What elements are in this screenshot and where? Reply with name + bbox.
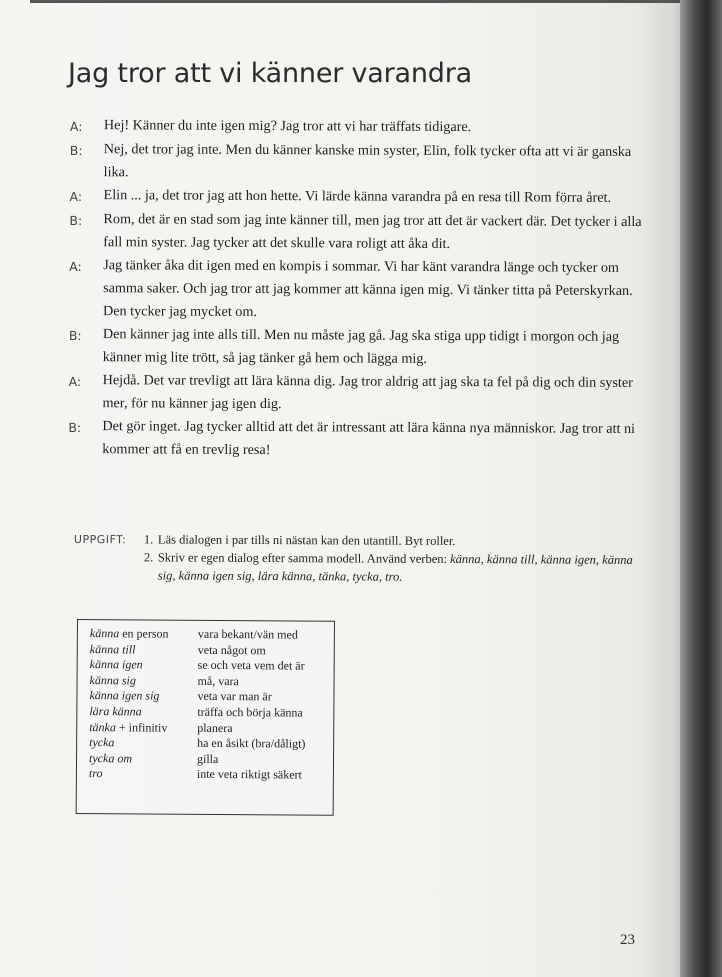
dialogue	[68, 114, 650, 464]
page-gutter-shadow	[672, 0, 680, 977]
vocab-term	[90, 673, 198, 689]
dialogue-turn	[69, 323, 649, 372]
vocab-row	[89, 704, 333, 721]
speaker-label: B:	[68, 327, 82, 344]
vocab-definition: ha en åsikt (bra/dåligt)	[197, 735, 306, 751]
dialogue-text: Hejdå. Det var trevligt att lära känna dig. Jag tror aldrig att jag ska ta fel på dig och din syster mer, för nu känner jag igen dig.	[102, 372, 633, 413]
vocab-definition: se och veta vem det är	[197, 658, 305, 673]
vocab-term	[89, 720, 197, 736]
dialogue-text: Rom, det är en stad som jag inte känner till, men jag tror att det är vackert där. Det tycker i alla fall min syster. Jag tycker att det skulle vara roligt att åka dit.	[103, 211, 642, 252]
vocab-term-word: tänka	[89, 719, 116, 734]
exercise-text: Läs dialogen i par tills ni nästan kan den utantill. Byt roller.	[157, 532, 456, 548]
vocab-term	[90, 657, 198, 673]
exercise-text-wrapper	[158, 548, 644, 587]
vocab-definition: träffa och börja känna	[197, 704, 303, 720]
vocab-term	[90, 626, 198, 642]
exercise-item	[144, 548, 644, 587]
vocab-term-word: lära känna	[89, 704, 142, 719]
dialogue-text: Hej! Känner du inte igen mig? Jag tror att vi har träffats tidigare.	[103, 117, 472, 136]
vocab-term	[89, 751, 197, 767]
top-rule	[30, 0, 680, 3]
vocab-term-word: känna sig	[89, 672, 136, 688]
vocab-term	[89, 766, 197, 782]
speaker-label: A:	[69, 188, 83, 205]
dialogue-turn	[70, 184, 650, 211]
vocab-row	[89, 766, 333, 783]
vocabulary-box	[76, 619, 335, 816]
vocab-definition: må, vara	[197, 673, 239, 688]
vocab-row	[89, 688, 333, 705]
dialogue-turn	[68, 415, 648, 464]
dialogue-text: Jag tänker åka dit igen med en kompis i sommar. Vi har känt varandra länge och tycker om samma saker. Och jag tror att jag kommer att känna igen mig. Vi tänker titta på Peterskyrkan. Den tycker jag mycket om.	[102, 257, 633, 320]
speaker-label: B:	[68, 419, 82, 436]
dialogue-text: Den känner jag inte alls till. Men nu måste jag gå. Jag ska stiga upp tidigt i morgon och jag känner mig lite trött, så jag tänker gå hem och lägga mig.	[102, 326, 620, 367]
vocab-definition: veta var man är	[197, 689, 272, 704]
vocab-term	[89, 704, 197, 720]
vocab-definition: veta något om	[197, 642, 266, 657]
dialogue-turn	[70, 138, 650, 187]
vocab-row	[90, 673, 334, 690]
dialogue-turn	[69, 208, 649, 257]
book-binding-edge	[680, 0, 722, 977]
vocab-term-word: känna till	[89, 641, 136, 657]
speaker-label: A:	[69, 258, 82, 275]
page-title: Jag tror att vi känner varandra	[68, 58, 472, 89]
vocab-row	[89, 735, 333, 752]
dialogue-turn	[69, 254, 649, 326]
dialogue-turn	[70, 114, 650, 141]
vocab-term-suffix: en person	[119, 626, 169, 641]
exercise-label: UPPGIFT:	[73, 532, 127, 547]
dialogue-text: Det gör inget. Jag tycker alltid att det är intressant att lära känna nya människor. Jag tror att ni kommer att få en trevlig resa!	[102, 418, 636, 459]
exercise-number: 1.	[143, 532, 154, 547]
vocab-term-word: känna igen	[89, 657, 143, 672]
vocab-term-word: tro	[88, 766, 103, 781]
vocab-term-word: känna	[89, 626, 120, 641]
vocab-definition: vara bekant/vän med	[197, 626, 298, 642]
dialogue-turn	[68, 369, 648, 418]
exercise-verb-list: känna, känna till, känna igen, känna sig, känna igen sig, lära känna, tänka, tycka, tro.	[157, 551, 633, 584]
page-number: 23	[620, 932, 635, 948]
vocab-term	[90, 642, 198, 658]
speaker-label: A:	[68, 373, 82, 390]
vocab-row	[90, 642, 334, 659]
vocab-term-word: tycka	[89, 735, 115, 750]
exercise-items	[144, 530, 644, 587]
exercise-section	[74, 530, 644, 587]
exercise-text: Skriv er egen dialog efter samma modell. Använd verben:	[157, 550, 448, 566]
dialogue-text: Nej, det tror jag inte. Men du känner kanske min syster, Elin, folk tycker ofta att vi är ganska lika.	[103, 141, 632, 181]
dialogue-text: Elin ... ja, det tror jag att hon hette. Vi lärde känna varandra på en resa till Rom förra året.	[103, 187, 612, 206]
speaker-label: B:	[69, 142, 83, 159]
speaker-label: B:	[69, 212, 83, 229]
vocab-row	[90, 626, 334, 643]
vocab-term	[89, 735, 197, 751]
vocab-term-suffix: + infinitiv	[115, 719, 168, 735]
exercise-number: 2.	[143, 550, 154, 565]
vocab-row	[90, 657, 334, 674]
vocab-definition: inte veta riktigt säkert	[196, 767, 302, 782]
speaker-label: A:	[69, 118, 83, 135]
vocab-definition: planera	[197, 720, 233, 735]
vocab-definition: gilla	[196, 751, 219, 766]
vocab-row	[89, 720, 333, 737]
vocab-row	[89, 751, 333, 768]
vocab-term-word: tycka om	[88, 750, 133, 766]
vocab-term-word: känna igen sig	[89, 688, 160, 703]
vocab-term	[89, 688, 197, 704]
